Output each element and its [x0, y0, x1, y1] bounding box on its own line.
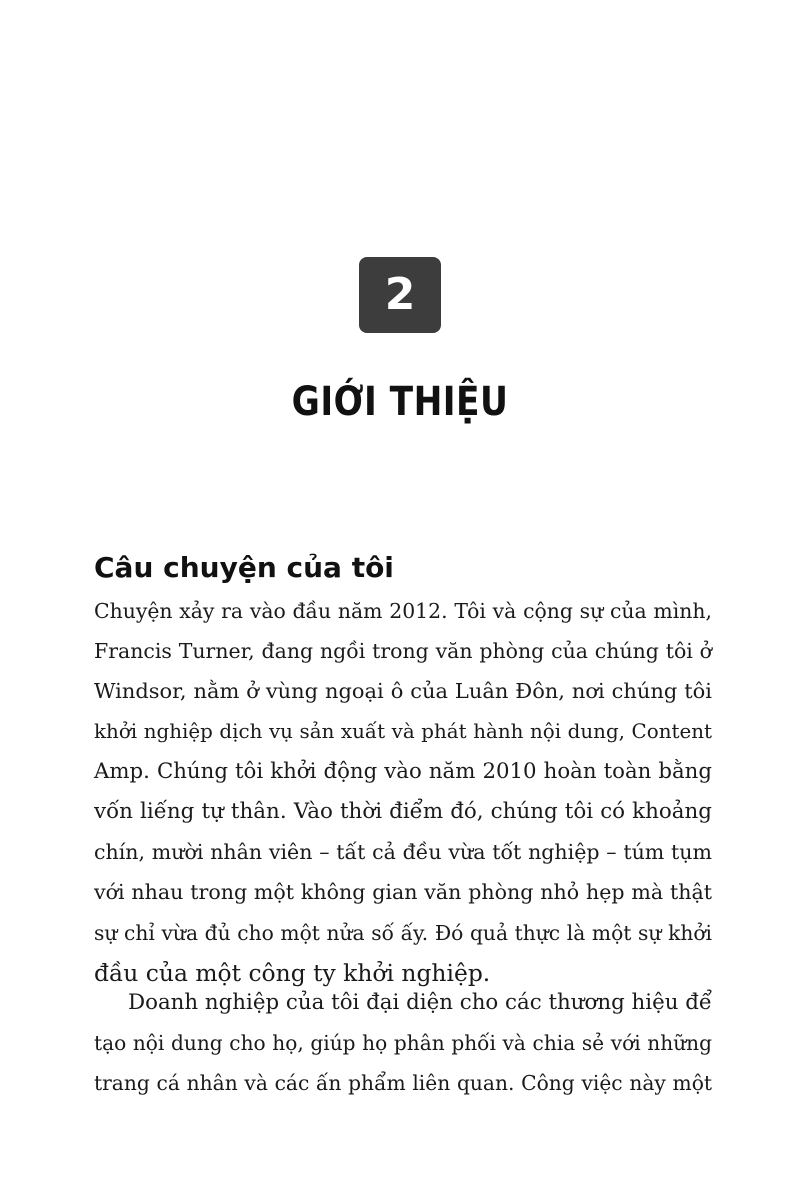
text-line: Windsor, nằm ở vùng ngoại ô của Luân Đôn, nơi chúng tôi: [94, 679, 712, 704]
chapter-title: GIỚI THIỆU: [291, 379, 509, 425]
text-line: với nhau trong một không gian văn phòng nhỏ hẹp mà thật: [94, 880, 712, 905]
text-line: vốn liếng tự thân. Vào thời điểm đó, chúng tôi có khoảng: [94, 799, 712, 825]
text-line: tạo nội dung cho họ, giúp họ phân phối và chia sẻ với những: [94, 1031, 712, 1056]
text-line: Francis Turner, đang ngồi trong văn phòng của chúng tôi ở: [94, 639, 712, 664]
text-line: Doanh nghiệp của tôi đại diện cho các thương hiệu để: [128, 990, 712, 1015]
text-line: đầu của một công ty khởi nghiệp.: [94, 958, 491, 987]
section-heading: Câu chuyện của tôi: [94, 551, 394, 584]
chapter-number-badge: 2: [359, 257, 441, 333]
text-line: sự chỉ vừa đủ cho một nửa số ấy. Đó quả thực là một sự khởi: [94, 920, 712, 945]
paragraph-2: [94, 983, 712, 1104]
text-line: Chuyện xảy ra vào đầu năm 2012. Tôi và cộng sự của mình,: [94, 599, 712, 623]
paragraph-1: [94, 591, 712, 993]
text-line: trang cá nhân và các ấn phẩm liên quan. Công việc này một: [94, 1071, 712, 1096]
text-line: Amp. Chúng tôi khởi động vào năm 2010 hoàn toàn bằng: [94, 758, 712, 784]
text-line: chín, mười nhân viên – tất cả đều vừa tốt nghiệp – túm tụm: [94, 840, 712, 865]
text-line: khởi nghiệp dịch vụ sản xuất và phát hành nội dung, Content: [94, 719, 712, 743]
